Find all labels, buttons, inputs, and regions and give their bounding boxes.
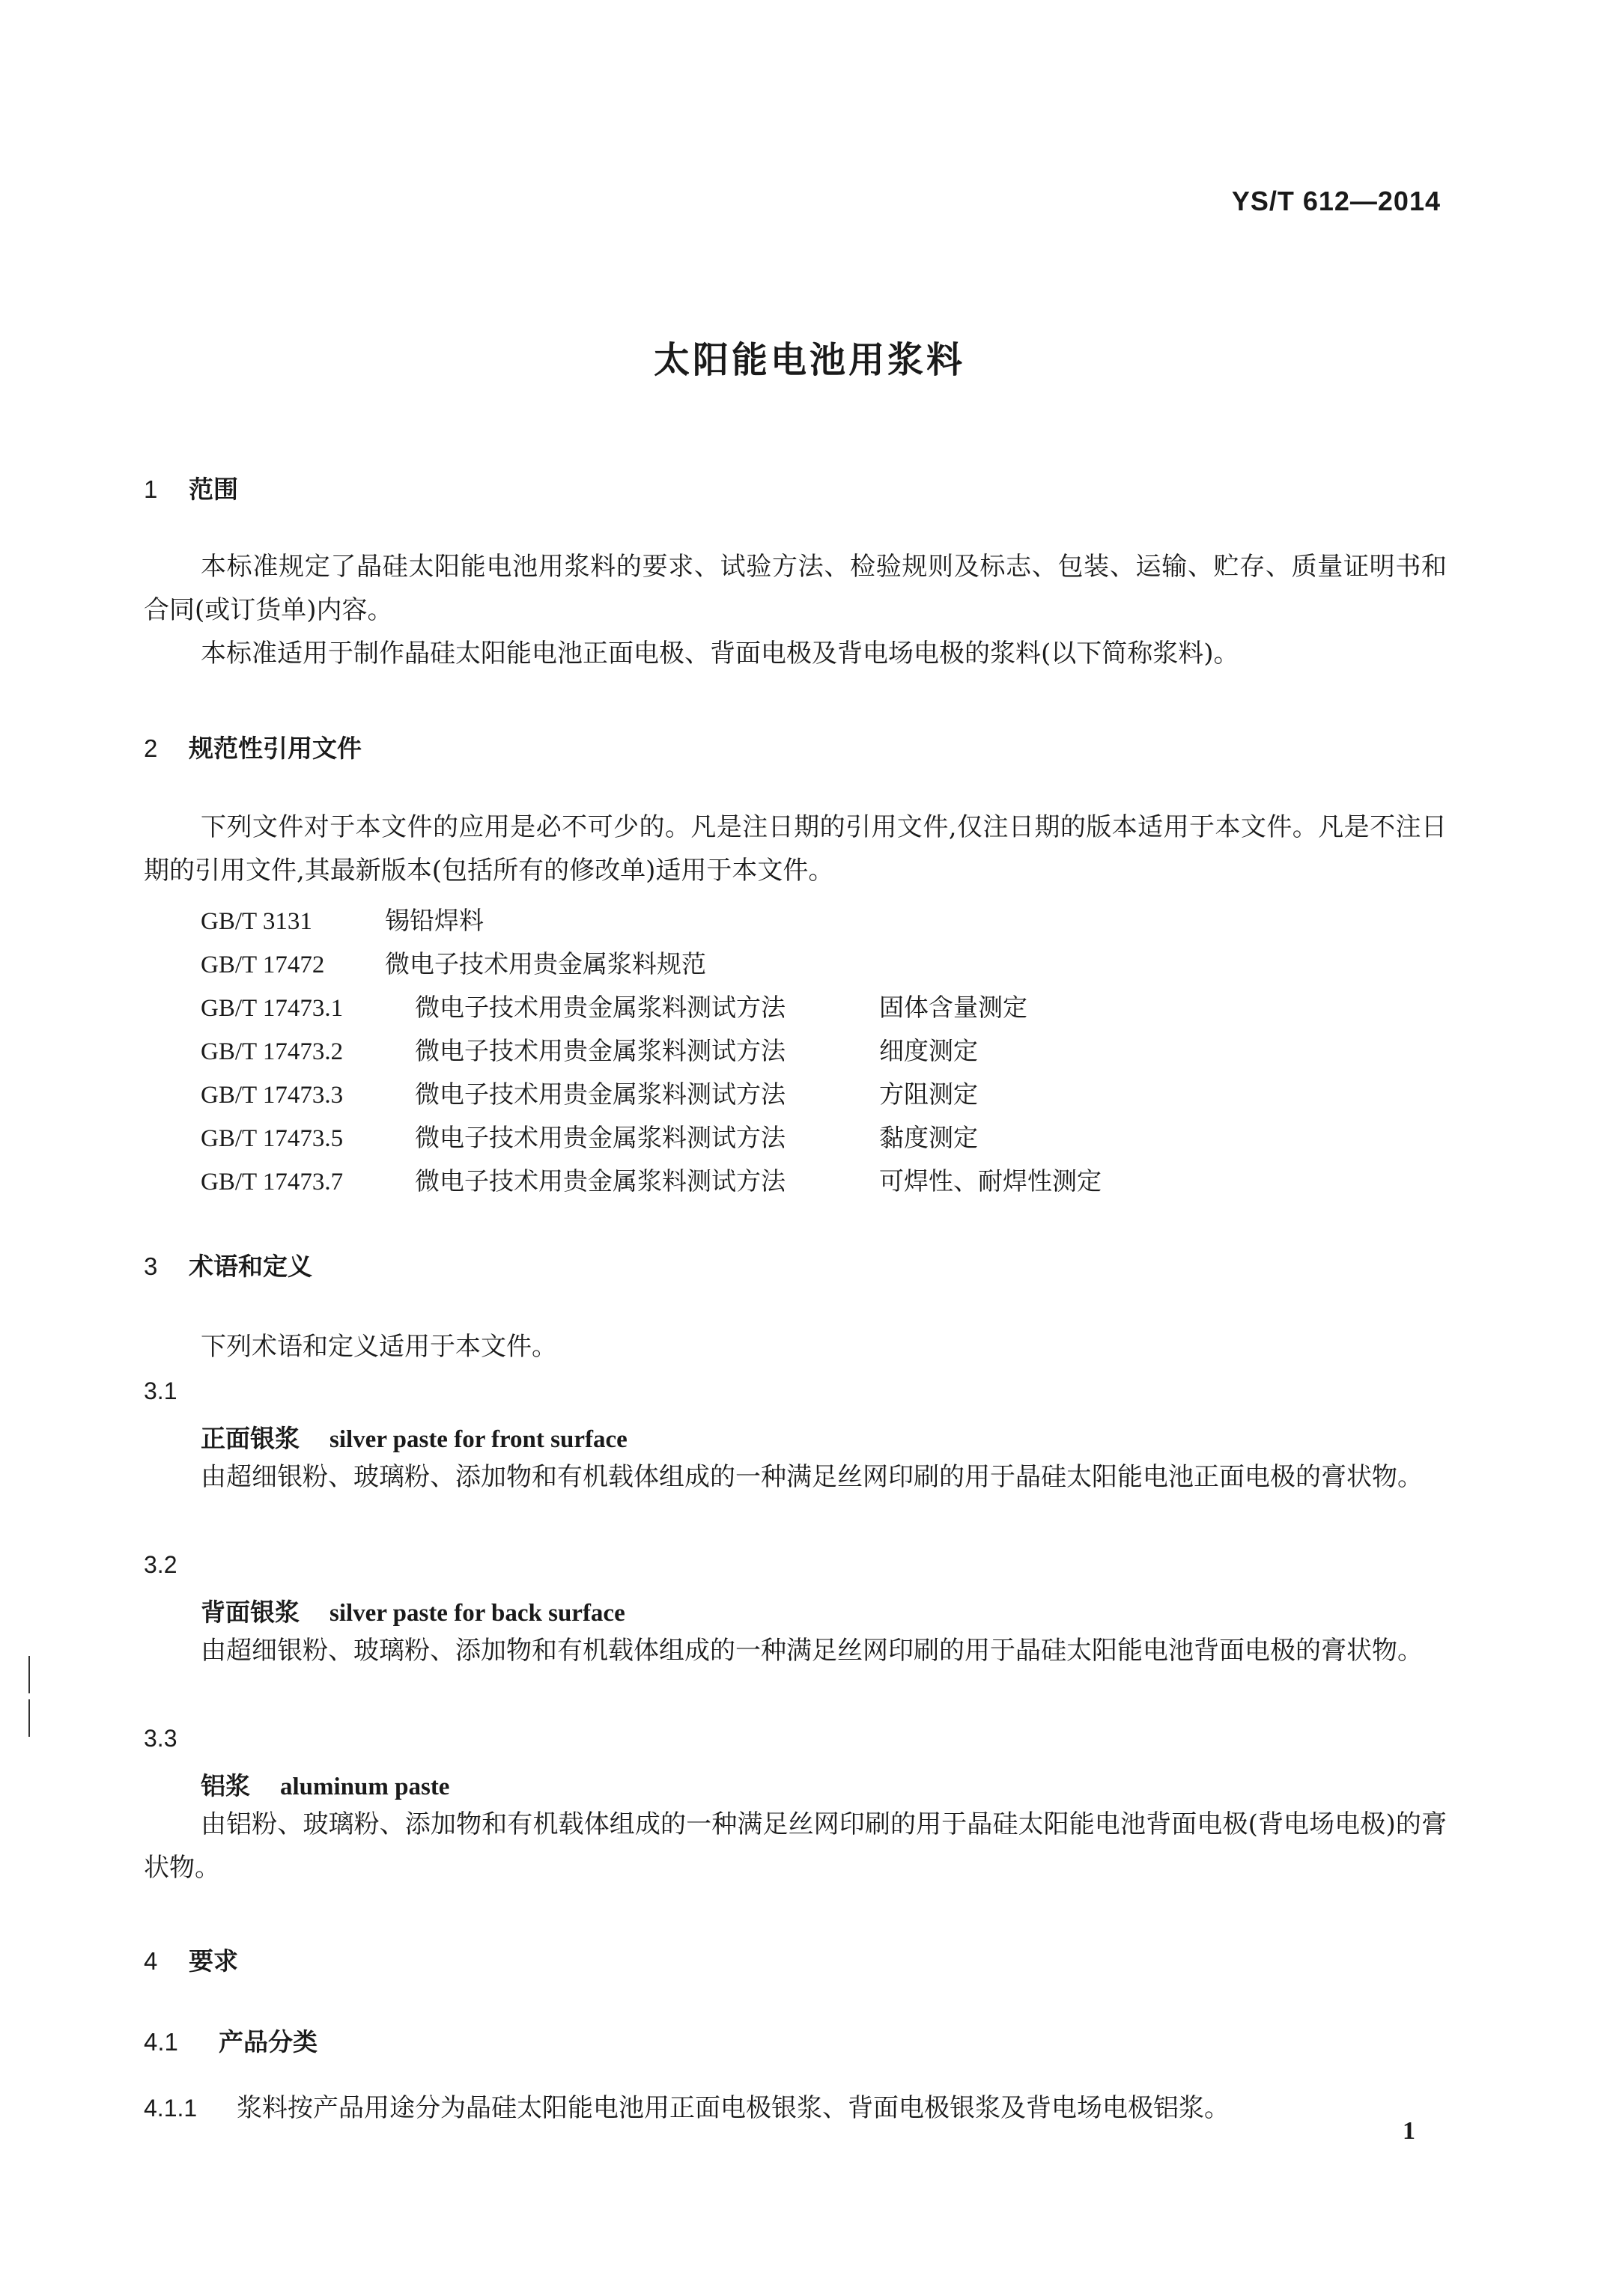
clause-4-1-1	[144, 2087, 1230, 2124]
document-title: 太阳能电池用浆料	[653, 339, 965, 381]
term-zh: 背面银浆	[201, 1598, 300, 1627]
subsection-number: 4.1	[144, 2028, 178, 2056]
reference-item	[201, 1162, 1102, 1197]
reference-code: GB/T 3131	[201, 908, 312, 935]
term-heading	[201, 1419, 628, 1455]
term-number: 3.2	[144, 1551, 177, 1578]
section-number: 4	[144, 1947, 158, 1975]
reference-title: 微电子技术用贵金属浆料测试方法	[415, 993, 786, 1022]
reference-item	[201, 1118, 978, 1154]
reference-item	[201, 988, 1027, 1023]
reference-title: 微电子技术用贵金属浆料测试方法	[415, 1036, 786, 1065]
clause-number: 4.1.1	[144, 2095, 198, 2122]
section-number: 3	[144, 1252, 158, 1280]
reference-code: GB/T 17472	[201, 951, 325, 978]
term-heading	[201, 1593, 625, 1628]
reference-subtitle: 方阻测定	[879, 1080, 978, 1109]
reference-title: 微电子技术用贵金属浆料测试方法	[415, 1166, 786, 1196]
paragraph: 本标准规定了晶硅太阳能电池用浆料的要求、试验方法、检验规则及标志、包装、运输、贮存、质量证明书和合同(或订货单)内容。	[144, 552, 1447, 625]
reference-code: GB/T 17473.3	[201, 1082, 344, 1109]
term-zh: 铝浆	[201, 1771, 250, 1800]
reference-subtitle: 细度测定	[879, 1036, 978, 1065]
subsection-title: 产品分类	[219, 2027, 318, 2056]
term-definition: 由超细银粉、玻璃粉、添加物和有机载体组成的一种满足丝网印刷的用于晶硅太阳能电池正面电极的膏状物。	[201, 1462, 1423, 1492]
clause-text: 浆料按产品用途分为晶硅太阳能电池用正面电极银浆、背面电极银浆及背电场电极铝浆。	[237, 2093, 1230, 2123]
subsection-4-1-heading	[144, 2023, 318, 2058]
reference-subtitle: 可焊性、耐焊性测定	[879, 1166, 1102, 1196]
reference-subtitle: 固体含量测定	[879, 993, 1027, 1022]
reference-title: 微电子技术用贵金属浆料测试方法	[415, 1080, 786, 1109]
section-number: 1	[144, 475, 158, 503]
standard-number: YS/T 612—2014	[1231, 186, 1441, 216]
section-title: 术语和定义	[189, 1252, 312, 1281]
term-heading	[201, 1767, 449, 1802]
reference-code: GB/T 17473.5	[201, 1125, 344, 1152]
term-definition: 由铝粉、玻璃粉、添加物和有机载体组成的一种满足丝网印刷的用于晶硅太阳能电池背面电极(背电场电极)的膏状物。	[144, 1809, 1447, 1883]
reference-item	[201, 945, 706, 980]
reference-title: 微电子技术用贵金属浆料规范	[385, 949, 706, 978]
reference-item	[201, 1075, 978, 1110]
page-number: 1	[1403, 2117, 1415, 2145]
reference-code: GB/T 17473.2	[201, 1038, 344, 1065]
term-en: silver paste for front surface	[329, 1426, 628, 1453]
reference-code: GB/T 17473.1	[201, 995, 344, 1022]
section-3-heading	[144, 1247, 312, 1282]
reference-item	[201, 1032, 978, 1067]
term-zh: 正面银浆	[201, 1424, 300, 1453]
term-en: aluminum paste	[280, 1773, 450, 1800]
paragraph: 下列文件对于本文件的应用是必不可少的。凡是注日期的引用文件,仅注日期的版本适用于本文件。凡是不注日期的引用文件,其最新版本(包括所有的修改单)适用于本文件。	[144, 812, 1447, 886]
section-title: 规范性引用文件	[189, 734, 362, 763]
reference-title: 锡铅焊料	[385, 906, 484, 935]
reference-code: GB/T 17473.7	[201, 1169, 344, 1196]
paragraph: 下列术语和定义适用于本文件。	[201, 1332, 557, 1362]
reference-item	[201, 901, 484, 937]
section-2-heading	[144, 729, 362, 764]
scan-margin-mark	[28, 1699, 30, 1737]
term-definition: 由超细银粉、玻璃粉、添加物和有机载体组成的一种满足丝网印刷的用于晶硅太阳能电池背面电极的膏状物。	[201, 1636, 1423, 1666]
scan-margin-mark	[28, 1656, 30, 1693]
section-title: 范围	[189, 475, 238, 504]
section-number: 2	[144, 734, 158, 762]
reference-title: 微电子技术用贵金属浆料测试方法	[415, 1123, 786, 1152]
term-number: 3.1	[144, 1377, 177, 1404]
reference-subtitle: 黏度测定	[879, 1123, 978, 1152]
section-4-heading	[144, 1942, 238, 1977]
section-1-heading	[144, 470, 238, 505]
section-title: 要求	[189, 1946, 238, 1976]
term-en: silver paste for back surface	[329, 1600, 625, 1627]
paragraph: 本标准适用于制作晶硅太阳能电池正面电极、背面电极及背电场电极的浆料(以下简称浆料)。	[201, 639, 1239, 669]
term-number: 3.3	[144, 1725, 177, 1752]
